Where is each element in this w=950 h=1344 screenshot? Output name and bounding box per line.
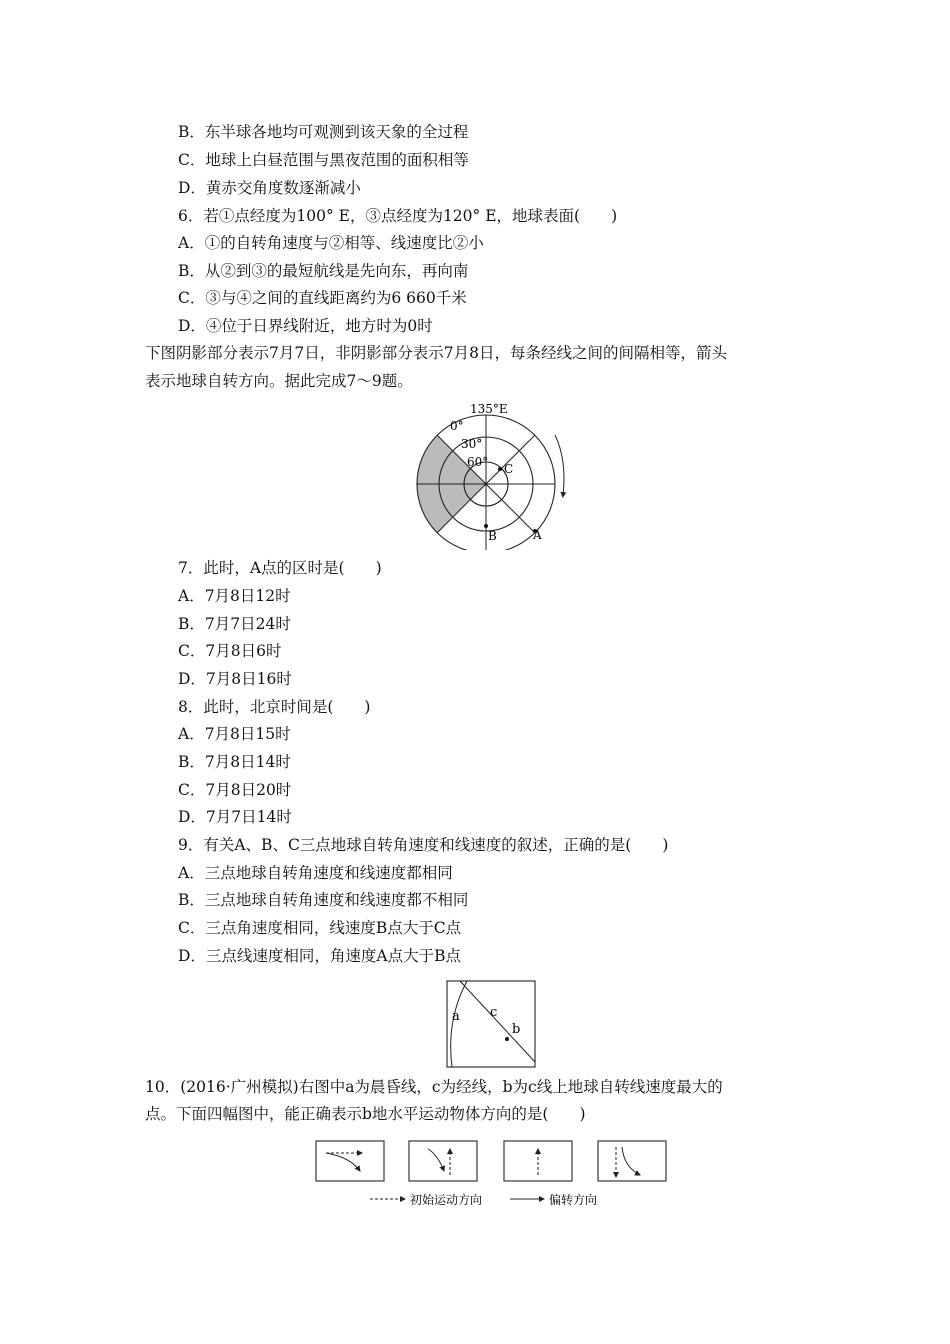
text-line: C．地球上白昼范围与黑夜范围的面积相等 — [178, 151, 469, 169]
text-line: B．从②到③的最短航线是先向东，再向南 — [178, 262, 469, 280]
question-line: D．7月7日14时 — [178, 808, 292, 826]
point-c — [498, 467, 502, 471]
polar-figure — [415, 400, 585, 550]
option-diagrams — [310, 1135, 680, 1215]
question-line: B．7月8日14时 — [178, 753, 291, 771]
meridian-line-c — [460, 981, 535, 1062]
question-line: B．7月7日24时 — [178, 615, 291, 633]
legend-solid-label: 偏转方向 — [549, 1193, 598, 1207]
question-line: A．7月8日15时 — [178, 725, 291, 743]
label-c: C — [504, 462, 514, 476]
square-figure — [446, 980, 536, 1068]
question-line: A．三点地球自转角速度和线速度都相同 — [178, 864, 453, 882]
text-line: D．④位于日界线附近，地方时为0时 — [178, 317, 433, 335]
question-line: D．三点线速度相同，角速度A点大于B点 — [178, 947, 462, 965]
label-c: c — [490, 1005, 498, 1020]
option-box-d — [598, 1141, 666, 1181]
legend-dashed-label: 初始运动方向 — [410, 1193, 483, 1207]
question-line: 7．此时，A点的区时是( ) — [178, 559, 382, 577]
intro-line-1: 下图阴影部分表示7月7日，非阴影部分表示7月8日，每条经线之间的间隔相等，箭头 — [145, 344, 727, 362]
text-line: B．东半球各地均可观测到该天象的全过程 — [178, 123, 469, 141]
text-line: C．③与④之间的直线距离约为6 660千米 — [178, 289, 467, 307]
question-line: B．三点地球自转角速度和线速度都不相同 — [178, 891, 469, 909]
label-b: b — [512, 1022, 521, 1037]
text-line: D．黄赤交角度数逐渐减小 — [178, 179, 361, 197]
intro-line-2: 表示地球自转方向。据此完成7～9题。 — [145, 372, 413, 390]
point-b — [484, 524, 488, 528]
label-a: A — [533, 528, 542, 542]
label-a: a — [452, 1009, 460, 1024]
q10-line-1: 10．(2016·广州模拟)右图中a为晨昏线，c为经线，b为c线上地球自转线速度最大的 — [145, 1078, 723, 1096]
question-line: C．7月8日20时 — [178, 781, 292, 799]
point-b-marker — [505, 1037, 509, 1041]
label-135e: 135°E — [470, 402, 508, 416]
question-line: 9．有关A、B、C三点地球自转角速度和线速度的叙述，正确的是( ) — [178, 836, 669, 854]
question-line: 8．此时，北京时间是( ) — [178, 698, 371, 716]
label-60: 60° — [467, 455, 489, 469]
terminator-line-a — [451, 981, 467, 1067]
label-30: 30° — [461, 437, 483, 451]
text-line: A．①的自转角速度与②相等、线速度比②小 — [178, 234, 484, 252]
question-line: C．7月8日6时 — [178, 642, 282, 660]
label-b: B — [488, 529, 497, 543]
question-line: C．三点角速度相同，线速度B点大于C点 — [178, 919, 462, 937]
q10-line-2: 点。下面四幅图中，能正确表示b地水平运动物体方向的是( ) — [145, 1105, 586, 1123]
rotation-arrow — [555, 435, 564, 495]
question-line: A．7月8日12时 — [178, 587, 291, 605]
option-box-b — [409, 1141, 477, 1181]
label-0: 0° — [450, 419, 464, 433]
text-line: 6．若①点经度为100° E，③点经度为120° E，地球表面( ) — [178, 207, 618, 225]
question-line: D．7月8日16时 — [178, 670, 292, 688]
